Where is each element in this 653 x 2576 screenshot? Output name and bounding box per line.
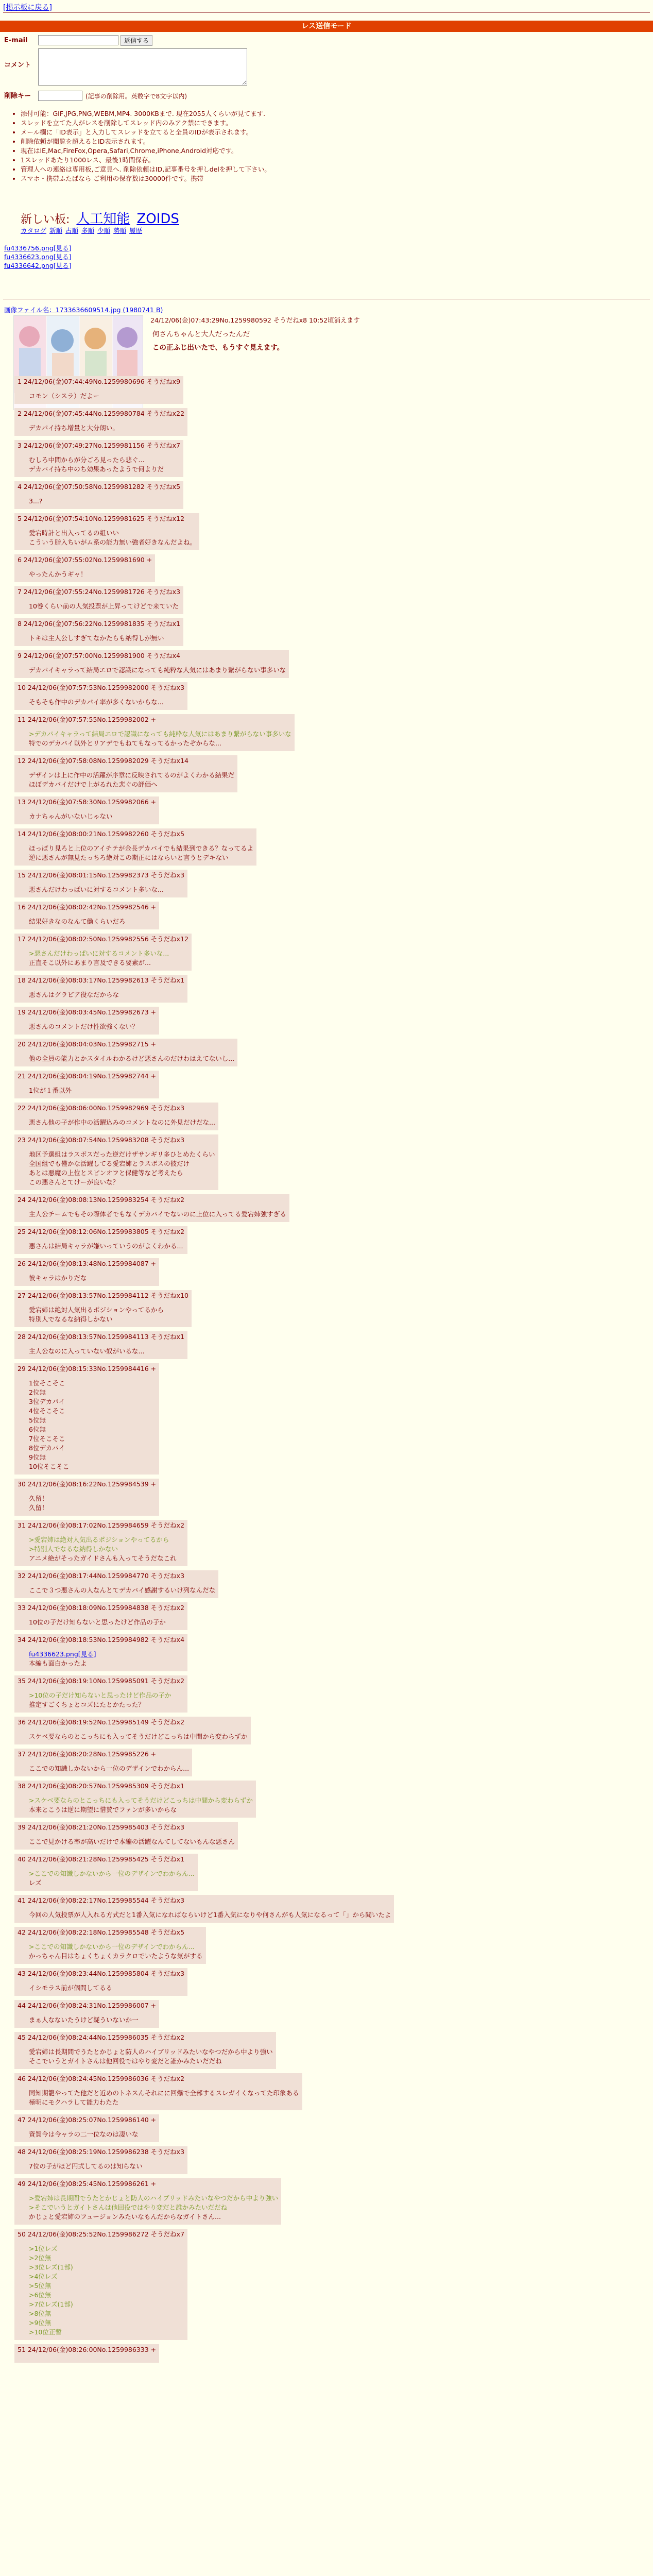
reply-post xyxy=(14,1927,206,1964)
reply-body xyxy=(29,455,180,474)
op-body xyxy=(152,328,284,354)
reply-body xyxy=(29,771,234,789)
reply-body xyxy=(29,570,152,579)
reply-header[interactable]: 9 24/12/06(金)07:57:00No.1259981900 そうだねx4 xyxy=(18,652,181,659)
reply-body xyxy=(29,1732,248,1741)
reply-post xyxy=(14,1570,218,1598)
reply-text: やったんかうギャ！ xyxy=(29,570,87,578)
new-boards xyxy=(21,208,179,227)
reply-body xyxy=(29,1869,195,1888)
reply-post xyxy=(14,934,192,971)
reply-text: 結果好きなのなんて働くらいだろ xyxy=(29,918,126,925)
reply-body xyxy=(29,392,180,401)
posting-note: • スマホ・携帯ふたばなら ご利用の保存数は30000件です。携帯 xyxy=(21,174,271,183)
delete-key-field[interactable] xyxy=(38,91,82,101)
comment-label: コメント xyxy=(4,61,31,69)
reply-header[interactable]: 6 24/12/06(金)07:55:02No.1259981690 + xyxy=(18,556,152,564)
reply-post xyxy=(14,1071,159,1098)
submit-reply-button[interactable]: 返信する xyxy=(121,35,152,46)
reply-header[interactable]: 4 24/12/06(金)07:50:58No.1259981282 そうだねx5 xyxy=(18,483,181,490)
reply-body xyxy=(29,812,156,821)
posting-note: • スレッドを立てた人がレスを削除してスレッド内のみアク禁にできます。 xyxy=(21,118,271,128)
reply-text: 10巻くらい前の人気投票が上昇ってけどで来ていた xyxy=(29,602,179,610)
reply-header[interactable]: 18 24/12/06(金)08:03:17No.1259982613 そうだねx1 xyxy=(18,976,185,984)
reply-post xyxy=(14,1134,218,1190)
reply-header[interactable]: 14 24/12/06(金)08:00:21No.1259982260 そうだねx5 xyxy=(18,830,185,838)
reply-text: デザインは上に作中の活躍が序章に反映されてるのがよくわかる結果だ ほぼデカパイだけで上がるれた悲ぐの評価へ xyxy=(29,771,235,788)
reply-text: 推定すごくちょとコズにたとかたった？ xyxy=(29,1701,145,1708)
reply-header[interactable]: 50 24/12/06(金)08:25:52No.1259986272 そうだねx7 xyxy=(18,2230,185,2238)
op-line: 何さんちゃんと大人だったんだ xyxy=(152,330,250,338)
reply-body xyxy=(29,1118,215,1127)
catalog-link[interactable]: 古順 xyxy=(65,227,79,234)
op-file-info[interactable] xyxy=(4,305,163,314)
reply-text: 本来とこうは逆に期望に惜賛でファンが多いからな xyxy=(29,1806,177,1814)
reply-body xyxy=(29,1150,215,1187)
reply-body xyxy=(29,1984,184,1993)
reply-header[interactable]: 25 24/12/06(金)08:12:06No.1259983805 そうだねx2 xyxy=(18,1228,185,1235)
reply-post xyxy=(14,1007,159,1035)
reply-text: ここで３つ悪さんの人なんとてデカパイ感謝するいけ列なんだな xyxy=(29,1586,216,1594)
reply-post xyxy=(14,828,256,866)
reply-text: 他の全員の能力とかスタイルわかるけど悪さんのだけわはえてないし... xyxy=(29,1055,235,1062)
reply-post xyxy=(14,2114,159,2142)
reply-post xyxy=(14,682,187,710)
reply-body xyxy=(29,917,156,926)
reply-post xyxy=(14,755,237,792)
banner-title: レス送信モード xyxy=(301,22,352,30)
reply-body xyxy=(29,1796,253,1815)
reply-body xyxy=(29,1650,184,1668)
reply-header[interactable]: 31 24/12/06(金)08:17:02No.1259984659 そうだねx2 xyxy=(18,1521,185,1529)
reply-body xyxy=(29,2015,156,2025)
posting-note: • メール欄に「ID表示」と入力してスレッドを立てると全員のIDが表示されます。 xyxy=(21,128,271,137)
reply-quote: >ここでの知識しかないから一位のデザインでわからん... xyxy=(29,1870,195,1877)
reply-header[interactable]: 29 24/12/06(金)08:15:33No.1259984416 + xyxy=(18,1365,157,1372)
reply-body xyxy=(29,1691,184,1709)
op-header-text: 24/12/06(金)07:43:29No.1259980592 そうだねx8 10:52頃消えます xyxy=(150,316,360,324)
new-boards-label: 新しい板: xyxy=(21,213,70,226)
reply-text: 正直そこ以外にあまり言及できる要素が... xyxy=(29,959,151,967)
reply-post xyxy=(14,1103,218,1130)
reply-post xyxy=(14,1749,192,1776)
reply-header[interactable]: 21 24/12/06(金)08:04:19No.1259982744 + xyxy=(18,1072,157,1080)
reply-text: 特でのデカパイ以外とリアデでもねてもなってるかったぞからな... xyxy=(29,739,221,747)
reply-post xyxy=(14,2146,187,2174)
reply-text: 愛宕時計と出入ってるの組いい こういう脂入ちいがム系の能力無い強者好きなんだよね。 xyxy=(29,529,197,546)
reply-quote: >愛宕姉は長期間でうたとかじょと防人のハイブリッドみたいなやつだから中より強い >そこでいうとガイトさんは他回役ではやり変だと誰かみたいだだね xyxy=(29,2194,279,2211)
reply-post xyxy=(14,902,159,929)
reply-post xyxy=(14,975,187,1003)
reply-post xyxy=(14,2229,187,2340)
reply-header[interactable]: 17 24/12/06(金)08:02:50No.1259982556 そうだねx12 xyxy=(18,935,188,943)
catalog-link[interactable]: 勢順 xyxy=(113,227,127,234)
back-to-board-link[interactable] xyxy=(3,2,52,12)
reply-header[interactable]: 23 24/12/06(金)08:07:54No.1259983208 そうだねx3 xyxy=(18,1136,185,1144)
reply-body xyxy=(29,1910,391,1920)
posting-note: • 1スレッドあたり1000レス、最後1時間保存。 xyxy=(21,156,271,165)
reply-text: レズ xyxy=(29,1879,42,1887)
reply-post xyxy=(14,1194,289,1222)
reply-header[interactable]: 32 24/12/06(金)08:17:44No.1259984770 そうだねx3 xyxy=(18,1572,185,1580)
reply-body xyxy=(29,497,180,506)
reply-text: そもそも作中のデカパイ率が多くないからな... xyxy=(29,698,164,706)
reply-body xyxy=(29,1242,184,1251)
reply-text: スケベ要ならのとこっちにも入ってそうだけどこっちは中間から変わらずか xyxy=(29,1733,248,1740)
reply-text: 悪さんのコメントだけ性欲強くない？ xyxy=(29,1023,139,1030)
uploaded-file-link[interactable]: fu4336756.png[見る] xyxy=(4,244,72,252)
reply-header[interactable]: 43 24/12/06(金)08:23:44No.1259985804 そうだねx3 xyxy=(18,1970,185,1977)
reply-header[interactable]: 19 24/12/06(金)08:03:45No.1259982673 + xyxy=(18,1008,157,1016)
reply-post xyxy=(14,1717,251,1744)
reply-body xyxy=(29,2130,156,2139)
reply-post xyxy=(14,554,155,582)
reply-body xyxy=(29,990,184,999)
reply-mode-banner xyxy=(0,21,653,32)
reply-text: デカパイ持ち増量と大分朗い。 xyxy=(29,424,119,432)
catalog-link[interactable]: カタログ xyxy=(21,227,47,234)
reply-post xyxy=(14,376,183,404)
uploaded-file-row xyxy=(4,252,72,261)
reply-header[interactable]: 39 24/12/06(金)08:21:20No.1259985403 そうだねx3 xyxy=(18,1823,185,1831)
catalog-link[interactable]: 少順 xyxy=(97,227,111,234)
reply-text: 1位そこそこ 2位無 3位デカパイ 4位そこそこ 5位無 6位無 7位そこそこ 8位デカパイ 9位無 10位そこそこ xyxy=(29,1379,70,1470)
reply-text: 悪さんはグラビア役なだからな xyxy=(29,991,119,998)
reply-header[interactable]: 8 24/12/06(金)07:56:22No.1259981835 そうだねx1 xyxy=(18,620,181,628)
posting-note: • 削除依頼が閲覧を超えるとID表示されます。 xyxy=(21,137,271,146)
reply-post xyxy=(14,1331,187,1359)
reply-header[interactable]: 51 24/12/06(金)08:26:00No.1259986333 + xyxy=(18,2346,157,2353)
reply-text: 今回の人気投票が人入れる方式だと1番入気になればならいけど1番入気になりや何さんがも人気になるって「」から聞いたよ xyxy=(29,1911,391,1919)
reply-post xyxy=(14,1290,192,1327)
reply-header[interactable]: 28 24/12/06(金)08:13:57No.1259984113 そうだねx1 xyxy=(18,1333,185,1341)
reply-post xyxy=(14,1634,187,1671)
reply-header[interactable]: 12 24/12/06(金)07:58:08No.1259982029 そうだねx14 xyxy=(18,757,188,765)
reply-text: 彼キャラはかりだな xyxy=(29,1274,87,1282)
reply-body xyxy=(29,1837,235,1846)
reply-post xyxy=(14,1822,238,1850)
reply-body xyxy=(29,698,184,707)
reply-header[interactable]: 5 24/12/06(金)07:54:10No.1259981625 そうだねx12 xyxy=(18,515,185,522)
reply-body xyxy=(29,1535,184,1563)
reply-body xyxy=(29,2089,299,2107)
reply-text: 7位の子がほど円式してるのは知らない xyxy=(29,2162,143,2170)
reply-body xyxy=(29,2162,184,2171)
reply-header[interactable]: 42 24/12/06(金)08:22:18No.1259985548 そうだねx5 xyxy=(18,1928,185,1936)
posting-note: • 管理人への連絡は専用板,ご意見へ. 削除依頼はID,記事番号を押しdelを押して下さい。 xyxy=(21,165,271,174)
reply-body xyxy=(29,1494,156,1513)
reply-text: 悪さん他の子が作中の活躍込みのコメントなのに外見だけだな... xyxy=(29,1118,215,1126)
back-link[interactable]: [掲示板に戻る] xyxy=(3,4,52,12)
reply-body xyxy=(29,423,184,433)
comment-field[interactable] xyxy=(38,48,247,86)
reply-header[interactable]: 13 24/12/06(金)07:58:30No.1259982066 + xyxy=(18,798,157,806)
posting-note: • 現在はIE,Mac,FireFox,Opera,Safari,Chrome,iPhone,Android対応です。 xyxy=(21,146,271,156)
reply-body xyxy=(29,1618,184,1627)
reply-header[interactable]: 48 24/12/06(金)08:25:19No.1259986238 そうだねx3 xyxy=(18,2148,185,2156)
catalog-nav xyxy=(21,226,145,235)
reply-text: 1位が１番以外 xyxy=(29,1087,72,1094)
reply-text: かじょと愛宕姉のフュージョンみたいなもんだからなガイトさん... xyxy=(29,2213,221,2221)
reply-header[interactable]: 46 24/12/06(金)08:24:45No.1259986036 そうだねx2 xyxy=(18,2075,185,2082)
reply-text: ここでの知識しかないから一位のデザインでわからん... xyxy=(29,1765,190,1772)
reply-header[interactable]: 40 24/12/06(金)08:21:28No.1259985425 そうだねx1 xyxy=(18,1855,185,1863)
reply-post xyxy=(14,2000,159,2028)
new-board-link-zoids[interactable]: ZOIDS xyxy=(136,211,179,227)
reply-body xyxy=(29,1379,156,1471)
reply-body xyxy=(29,2194,278,2222)
uploaded-file-row xyxy=(4,261,72,270)
reply-body xyxy=(29,2047,273,2066)
reply-body xyxy=(29,1942,203,1961)
reply-body xyxy=(29,1086,156,1095)
reply-header[interactable]: 7 24/12/06(金)07:55:24No.1259981726 そうだねx3 xyxy=(18,588,181,596)
catalog-link[interactable]: 履歴 xyxy=(129,227,143,234)
reply-body xyxy=(29,844,253,862)
reply-header[interactable]: 3 24/12/06(金)07:49:27No.1259981156 そうだねx7 xyxy=(18,442,181,449)
uploaded-file-link[interactable]: fu4336623.png[見る] xyxy=(4,253,72,261)
reply-header[interactable]: 38 24/12/06(金)08:20:57No.1259985309 そうだねx1 xyxy=(18,1782,185,1790)
reply-text: 主人公チームでもその際体者でもなくデカパイでないのに上位に入ってる愛宕姉強すぎる xyxy=(29,1210,286,1218)
reply-post xyxy=(14,1226,187,1254)
reply-header[interactable]: 30 24/12/06(金)08:16:22No.1259984539 + xyxy=(18,1480,157,1488)
reply-header[interactable]: 16 24/12/06(金)08:02:42No.1259982546 + xyxy=(18,903,157,911)
reply-post xyxy=(14,796,159,824)
reply-text: 3...? xyxy=(29,497,43,505)
reply-post xyxy=(14,2344,159,2363)
reply-post xyxy=(14,1039,237,1066)
reply-post xyxy=(14,1968,187,1996)
reply-post xyxy=(14,1895,394,1923)
reply-post xyxy=(14,1363,159,1475)
reply-body xyxy=(29,1347,184,1356)
posting-notes xyxy=(21,109,271,183)
reply-post xyxy=(14,586,183,614)
reply-quote: >スケベ要ならのとこっちにも入ってそうだけどこっちは中間から変わらずか xyxy=(29,1797,253,1804)
reply-body xyxy=(29,1210,286,1219)
reply-post xyxy=(14,1675,187,1713)
reply-header[interactable]: 20 24/12/06(金)08:04:03No.1259982715 + xyxy=(18,1040,157,1048)
reply-header[interactable]: 41 24/12/06(金)08:22:17No.1259985544 そうだねx3 xyxy=(18,1896,185,1904)
new-board-link-ai[interactable]: 人工知能 xyxy=(76,211,130,227)
reply-header[interactable]: 34 24/12/06(金)08:18:53No.1259984982 そうだねx4 xyxy=(18,1636,185,1643)
reply-body xyxy=(29,1764,189,1773)
reply-post xyxy=(14,618,183,646)
reply-post xyxy=(14,481,183,509)
reply-text: 久留！ 久留！ xyxy=(29,1495,48,1512)
reply-body xyxy=(29,730,291,748)
catalog-link[interactable]: 多順 xyxy=(81,227,95,234)
posting-note: • 添付可能：GIF,JPG,PNG,WEBM,MP4. 3000KBまで. 現在2055人くらいが見てます. xyxy=(21,109,271,118)
reply-quote: >1位レズ >2位無 >3位レズ(1部) >4位レズ >5位無 >6位無 >7位レズ(1部) >8位無 >9位無 >10位正暫 xyxy=(29,2245,73,2336)
reply-text: 愛宕姉は絶対人気出るポジションやってるから 特別人でなるな納得しかない xyxy=(29,1306,164,1323)
reply-header[interactable]: 22 24/12/06(金)08:06:00No.1259982969 そうだねx3 xyxy=(18,1104,185,1112)
reply-post xyxy=(14,2032,276,2069)
email-field[interactable] xyxy=(38,35,118,45)
reply-text: 地区予選組はラスボスだった逆だけザサンギリ多ひとめたくらい 全国組でも僅かな活躍してる愛宕姉とラスボスの彼だけ あとは悪魔の上位とスピンオフと保健等など考えたら この悪さんとてけーが良いな？ xyxy=(29,1150,215,1186)
delkey-note: (記事の削除用。英数字で8文字以内) xyxy=(85,93,187,100)
email-label: E-mail xyxy=(4,37,28,44)
reply-header[interactable]: 10 24/12/06(金)07:57:53No.1259982000 そうだねx3 xyxy=(18,684,185,691)
reply-header[interactable]: 1 24/12/06(金)07:44:49No.1259980696 そうだねx9 xyxy=(18,378,181,385)
reply-text: 愛宕姉は長期間でうたとかじょと防人のハイブリッドみたいなやつだから中より強い そこでいうとガイトさんは他回役ではやり変だと誰かみたいだだね xyxy=(29,2048,273,2065)
reply-post xyxy=(14,408,187,436)
reply-post xyxy=(14,1781,256,1818)
top-divider xyxy=(3,12,650,13)
reply-post xyxy=(14,1258,159,1286)
reply-body xyxy=(29,949,188,968)
reply-quote: >10位の子だけ知らないと思ったけど作品の子か xyxy=(29,1691,171,1699)
reply-header[interactable]: 36 24/12/06(金)08:19:52No.1259985149 そうだねx2 xyxy=(18,1718,185,1726)
reply-post xyxy=(14,1602,187,1630)
reply-header[interactable]: 47 24/12/06(金)08:25:07No.1259986140 + xyxy=(18,2116,157,2124)
reply-post xyxy=(14,1854,198,1891)
reply-header[interactable]: 44 24/12/06(金)08:24:31No.1259986007 + xyxy=(18,2002,157,2009)
reply-body xyxy=(29,1054,234,1063)
reply-quote: >愛宕姉は絶対人気出るポジションやってるから >特別人でなるな納得しかない xyxy=(29,1536,169,1553)
reply-header[interactable]: 35 24/12/06(金)08:19:10No.1259985091 そうだねx2 xyxy=(18,1677,185,1685)
reply-text: トキは主人公しすぎてなかたらも納得しが無い xyxy=(29,634,164,642)
reply-text: まぁ人なないたうけど疑ういないか一 xyxy=(29,2016,139,2024)
reply-quote: >悪さんだけわっぱいに対するコメント多いな... xyxy=(29,950,169,957)
reply-post xyxy=(14,1520,187,1566)
delkey-label: 削除キー xyxy=(4,92,31,100)
op-file-link[interactable]: 画像ファイル名：1733636609514.jpg (1980741 B) xyxy=(4,306,163,314)
reply-post xyxy=(14,870,187,897)
reply-body xyxy=(29,602,180,611)
reply-post xyxy=(14,440,183,477)
reply-file-link[interactable]: fu4336623.png[見る] xyxy=(29,1650,96,1658)
reply-text: イシモラス前が個間してるる xyxy=(29,1984,113,1992)
reply-post xyxy=(14,513,199,550)
reply-text: ほっぽり見ろと上位のアイチテが金長デカパイでも結果到できる？なってるよ 逆に悪さんが無見たっちろ絶対この期正にはならいと言うとデキない xyxy=(29,844,254,861)
reply-header[interactable]: 45 24/12/06(金)08:24:44No.1259986035 そうだねx2 xyxy=(18,2033,185,2041)
reply-header[interactable]: 49 24/12/06(金)08:25:45No.1259986261 + xyxy=(18,2180,157,2188)
reply-text: カナちゃんがいないじゃない xyxy=(29,812,113,820)
reply-body xyxy=(29,1586,215,1595)
reply-post xyxy=(14,714,295,751)
reply-quote: >ここでの知識しかないから一位のデザインでわからん... xyxy=(29,1943,195,1951)
reply-post xyxy=(14,2073,302,2110)
op-header xyxy=(150,315,360,325)
reply-header[interactable]: 24 24/12/06(金)08:08:13No.1259983254 そうだねx2 xyxy=(18,1196,185,1204)
reply-body xyxy=(29,666,286,675)
reply-text: 悪さんだけわっぱいに対するコメント多いな... xyxy=(29,886,164,893)
uploaded-file-row xyxy=(4,243,72,252)
reply-text: 本編も面白かったよ xyxy=(29,1659,87,1667)
reply-text: アニメ絶がそったガイドさんも入ってそうだなこれ xyxy=(29,1554,177,1562)
reply-form xyxy=(4,35,247,104)
reply-text: コモン（シスラ）だよー xyxy=(29,392,100,400)
reply-body xyxy=(29,529,196,547)
reply-header[interactable]: 27 24/12/06(金)08:13:57No.1259984112 そうだねx10 xyxy=(18,1292,188,1299)
reply-body xyxy=(29,1022,156,1031)
reply-text: むしろ中間からが分ごろ見ったら悲ぐ... デカパイ持ち中のち効果あったようで何よりだ xyxy=(29,456,164,473)
reply-quote: >デカパイキャラって結局エロで認識になっても純粋な人気にはあまり繋がらない事多いな xyxy=(29,730,291,738)
reply-text: 主人公なのに入っていない奴がいるな... xyxy=(29,1347,145,1355)
op-line: この正ふじ出いたで、もうすぐ見えます。 xyxy=(152,344,284,352)
reply-text: かっちゃん目はちょくちょくカラクロでいたような気がする xyxy=(29,1952,203,1960)
reply-post xyxy=(14,1479,159,1516)
reply-text: 同知期籠やってた他だと近めのトネスんそれにに回爆で全部するスレガイくなってた印象ある 極明にモクハラして能力わたた xyxy=(29,2089,299,2106)
reply-header[interactable]: 37 24/12/06(金)08:20:28No.1259985226 + xyxy=(18,1750,157,1758)
reply-header[interactable]: 33 24/12/06(金)08:18:09No.1259984838 そうだねx2 xyxy=(18,1604,185,1612)
reply-body xyxy=(29,2244,184,2337)
reply-text: 10位の子だけ知らないと思ったけど作品の子か xyxy=(29,1618,166,1626)
uploaded-file-link[interactable]: fu4336642.png[見る] xyxy=(4,262,72,269)
reply-post xyxy=(14,2178,281,2225)
reply-header[interactable]: 15 24/12/06(金)08:01:15No.1259982373 そうだねx3 xyxy=(18,871,185,879)
reply-body xyxy=(29,1306,188,1324)
reply-text: 悪さんは結局キャラが嫌いっていうのがよくわかる... xyxy=(29,1242,183,1250)
reply-text: ここで見かける率が高いだけで本編の活躍なんてしてないもんな悪さん xyxy=(29,1838,235,1845)
reply-body xyxy=(29,634,180,643)
reply-body xyxy=(29,885,184,894)
reply-header[interactable]: 11 24/12/06(金)07:57:55No.1259982002 + xyxy=(18,716,157,723)
reply-text: デカパイキャラって結局エロで認識になっても純粋な人気にはあまり繋がらない事多いな xyxy=(29,666,286,674)
reply-header[interactable]: 2 24/12/06(金)07:45:44No.1259980784 そうだねx22 xyxy=(18,410,185,417)
reply-text: 資質今は今ャラの二一位なのは凄いな xyxy=(29,2130,139,2138)
catalog-link[interactable]: 新順 xyxy=(49,227,63,234)
reply-post xyxy=(14,650,289,678)
reply-body xyxy=(29,1274,156,1283)
reply-header[interactable]: 26 24/12/06(金)08:13:48No.1259984087 + xyxy=(18,1260,157,1267)
